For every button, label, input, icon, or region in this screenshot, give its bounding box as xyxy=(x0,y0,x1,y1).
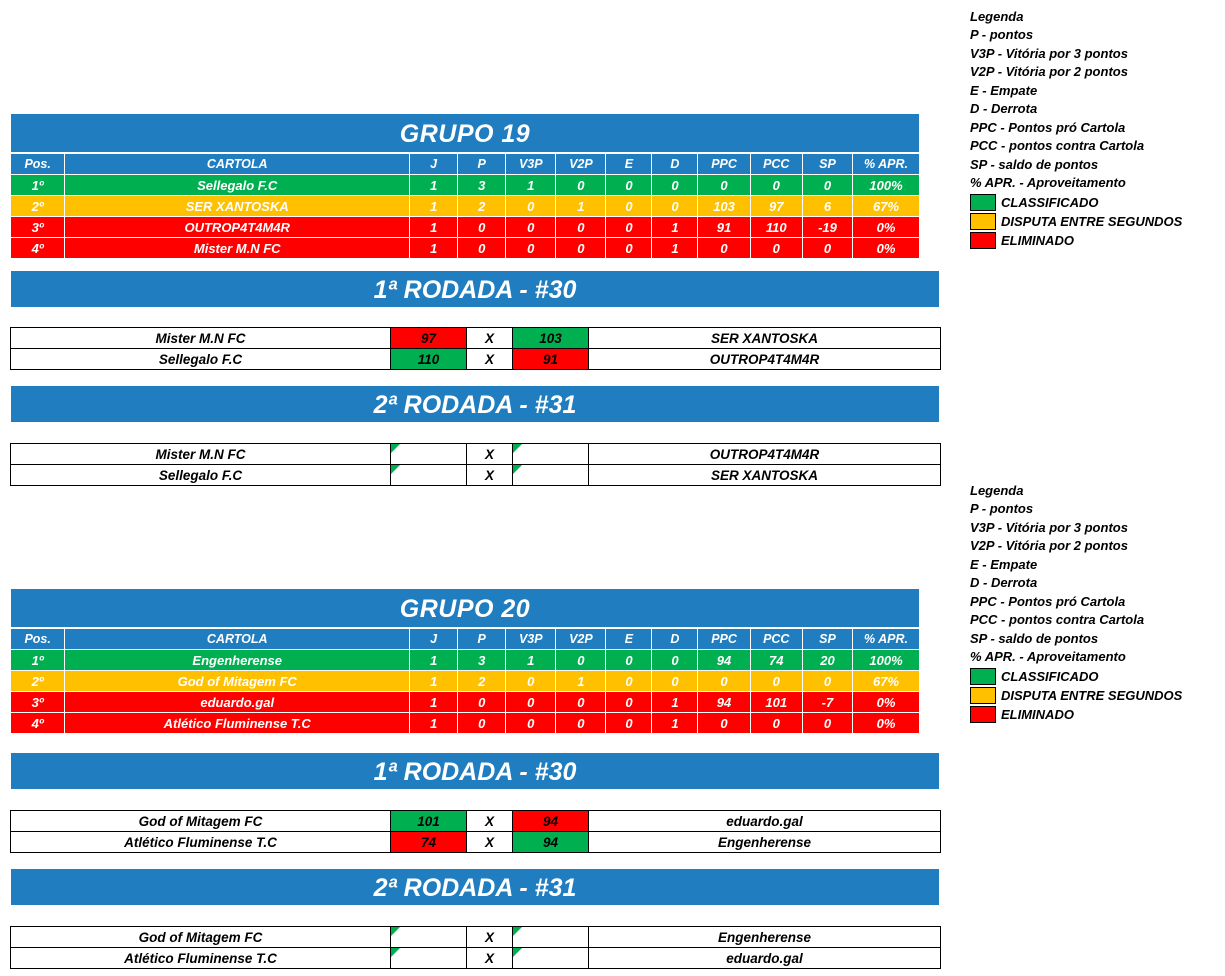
cell-p: 0 xyxy=(458,692,506,713)
match-vs: X xyxy=(467,328,513,349)
match-away-team: Engenherense xyxy=(589,832,941,853)
cell-cartola: Engenherense xyxy=(65,650,410,671)
table-row xyxy=(11,217,920,238)
legend-line-v3p: V3P - Vitória por 3 pontos xyxy=(970,519,1128,535)
cell-v2p: 0 xyxy=(556,238,606,259)
cell-sp: 0 xyxy=(802,175,852,196)
legend-title: Legenda xyxy=(970,9,1024,24)
col-sp: SP xyxy=(802,154,852,175)
match-home-team: Sellegalo F.C xyxy=(11,465,391,486)
col-v2p: V2P xyxy=(556,629,606,650)
cell-pcc: 0 xyxy=(750,175,802,196)
cell-sp: 0 xyxy=(802,238,852,259)
match-away-team: SER XANTOSKA xyxy=(589,328,941,349)
col-v3p: V3P xyxy=(506,629,556,650)
cell-d: 0 xyxy=(652,671,698,692)
col-e: E xyxy=(606,154,652,175)
cell-p: 3 xyxy=(458,175,506,196)
cell-p: 0 xyxy=(458,713,506,734)
cell-j: 1 xyxy=(410,713,458,734)
match-vs: X xyxy=(467,927,513,948)
legend-line-v2p: V2P - Vitória por 2 pontos xyxy=(970,538,1128,553)
col-j: J xyxy=(410,629,458,650)
cell-j: 1 xyxy=(410,196,458,217)
group-19-title: GRUPO 19 xyxy=(10,113,920,153)
match-home-team: Mister M.N FC xyxy=(11,328,391,349)
match-row xyxy=(11,811,941,832)
legend-bottom xyxy=(970,482,1220,724)
match-home-team: Atlético Fluminense T.C xyxy=(11,832,391,853)
legend-line-apr: % APR. - Aproveitamento xyxy=(970,649,1126,664)
match-away-score: 91 xyxy=(513,349,589,370)
group-20-title: GRUPO 20 xyxy=(10,588,920,628)
legend-swatch-classificado xyxy=(970,667,1220,686)
match-home-team: Sellegalo F.C xyxy=(11,349,391,370)
col-pos: Pos. xyxy=(11,154,65,175)
match-away-team: OUTROP4T4M4R xyxy=(589,444,941,465)
table-row xyxy=(11,671,920,692)
swatch-yellow-icon xyxy=(970,213,996,230)
match-away-score xyxy=(513,948,589,969)
group-19-round-2-banner: 2ª RODADA - #31 xyxy=(10,385,940,423)
standings-header-row xyxy=(11,629,920,650)
cell-e: 0 xyxy=(606,671,652,692)
col-p: P xyxy=(458,154,506,175)
cell-j: 1 xyxy=(410,217,458,238)
cell-pcc: 101 xyxy=(750,692,802,713)
legend-line-p: P - pontos xyxy=(970,501,1034,516)
legend-line-ppc: PPC - Pontos pró Cartola xyxy=(970,593,1126,609)
cell-d: 0 xyxy=(652,650,698,671)
match-row xyxy=(11,948,941,969)
match-home-score xyxy=(391,465,467,486)
cell-apr: 0% xyxy=(853,692,920,713)
cell-v3p: 0 xyxy=(506,196,556,217)
swatch-yellow-icon xyxy=(970,687,996,704)
cell-pos: 3º xyxy=(11,692,65,713)
cell-v3p: 1 xyxy=(506,650,556,671)
legend-line-d: D - Derrota xyxy=(970,101,1038,116)
cell-pos: 3º xyxy=(11,217,65,238)
cell-cartola: eduardo.gal xyxy=(65,692,410,713)
cell-sp: 0 xyxy=(802,671,852,692)
group-20-standings-table xyxy=(10,628,920,734)
cell-apr: 0% xyxy=(853,238,920,259)
cell-pcc: 74 xyxy=(750,650,802,671)
cell-e: 0 xyxy=(606,650,652,671)
cell-pcc: 0 xyxy=(750,713,802,734)
legend-swatch-label: ELIMINADO xyxy=(1001,232,1074,248)
table-row xyxy=(11,175,920,196)
legend-swatch-disputa xyxy=(970,686,1220,705)
cell-p: 0 xyxy=(458,217,506,238)
match-away-team: SER XANTOSKA xyxy=(589,465,941,486)
cell-e: 0 xyxy=(606,238,652,259)
cell-ppc: 94 xyxy=(698,692,750,713)
group-19-block xyxy=(10,113,920,259)
group-20-round-1-banner: 1ª RODADA - #30 xyxy=(10,752,940,790)
match-away-score: 94 xyxy=(513,832,589,853)
match-home-score: 101 xyxy=(391,811,467,832)
cell-v2p: 0 xyxy=(556,175,606,196)
legend-line-apr: % APR. - Aproveitamento xyxy=(970,175,1126,190)
col-pcc: PCC xyxy=(750,154,802,175)
cell-cartola: Atlético Fluminense T.C xyxy=(65,713,410,734)
cell-d: 1 xyxy=(652,238,698,259)
cell-v3p: 1 xyxy=(506,175,556,196)
cell-v3p: 0 xyxy=(506,671,556,692)
standings-header-row xyxy=(11,154,920,175)
table-row xyxy=(11,196,920,217)
cell-ppc: 0 xyxy=(698,713,750,734)
match-home-team: God of Mitagem FC xyxy=(11,811,391,832)
group-20-round-2-banner: 2ª RODADA - #31 xyxy=(10,868,940,906)
cell-pcc: 0 xyxy=(750,671,802,692)
cell-d: 1 xyxy=(652,713,698,734)
match-row xyxy=(11,328,941,349)
match-home-score: 97 xyxy=(391,328,467,349)
group-19-round-1-matches xyxy=(10,327,941,370)
match-away-team: Engenherense xyxy=(589,927,941,948)
legend-line-pcc: PCC - pontos contra Cartola xyxy=(970,612,1145,627)
cell-p: 0 xyxy=(458,238,506,259)
cell-v2p: 0 xyxy=(556,692,606,713)
cell-sp: -19 xyxy=(802,217,852,238)
group-19-standings-table xyxy=(10,153,920,259)
cell-sp: 6 xyxy=(802,196,852,217)
col-p: P xyxy=(458,629,506,650)
match-home-team: Atlético Fluminense T.C xyxy=(11,948,391,969)
legend-line-ppc: PPC - Pontos pró Cartola xyxy=(970,119,1126,135)
legend-swatch-label: CLASSIFICADO xyxy=(1001,668,1099,684)
cell-v3p: 0 xyxy=(506,713,556,734)
legend-line-pcc: PCC - pontos contra Cartola xyxy=(970,138,1145,153)
cell-apr: 67% xyxy=(853,196,920,217)
legend-line-v3p: V3P - Vitória por 3 pontos xyxy=(970,45,1128,61)
legend-swatch-eliminado xyxy=(970,705,1220,724)
group-20-round-2-matches xyxy=(10,926,941,969)
match-away-score: 94 xyxy=(513,811,589,832)
legend-swatch-label: CLASSIFICADO xyxy=(1001,194,1099,210)
match-home-score: 110 xyxy=(391,349,467,370)
legend-line-e: E - Empate xyxy=(970,556,1038,572)
match-away-team: OUTROP4T4M4R xyxy=(589,349,941,370)
col-d: D xyxy=(652,154,698,175)
cell-ppc: 0 xyxy=(698,238,750,259)
cell-ppc: 94 xyxy=(698,650,750,671)
cell-p: 3 xyxy=(458,650,506,671)
col-cartola: CARTOLA xyxy=(65,154,410,175)
legend-swatch-label: DISPUTA ENTRE SEGUNDOS xyxy=(1001,213,1183,229)
cell-d: 0 xyxy=(652,175,698,196)
cell-d: 1 xyxy=(652,217,698,238)
col-sp: SP xyxy=(802,629,852,650)
match-home-team: Mister M.N FC xyxy=(11,444,391,465)
cell-d: 1 xyxy=(652,692,698,713)
group-19-round-1-banner: 1ª RODADA - #30 xyxy=(10,270,940,308)
match-vs: X xyxy=(467,948,513,969)
match-away-score: 103 xyxy=(513,328,589,349)
cell-j: 1 xyxy=(410,175,458,196)
legend-swatch-classificado xyxy=(970,193,1220,212)
legend-swatch-label: DISPUTA ENTRE SEGUNDOS xyxy=(1001,687,1183,703)
match-home-score xyxy=(391,927,467,948)
cell-j: 1 xyxy=(410,238,458,259)
table-row xyxy=(11,713,920,734)
col-ppc: PPC xyxy=(698,629,750,650)
cell-v2p: 0 xyxy=(556,217,606,238)
cell-ppc: 103 xyxy=(698,196,750,217)
cell-j: 1 xyxy=(410,650,458,671)
match-row xyxy=(11,444,941,465)
cell-v3p: 0 xyxy=(506,238,556,259)
cell-pcc: 97 xyxy=(750,196,802,217)
table-row xyxy=(11,692,920,713)
cell-pos: 1º xyxy=(11,175,65,196)
table-row xyxy=(11,650,920,671)
cell-sp: -7 xyxy=(802,692,852,713)
cell-cartola: SER XANTOSKA xyxy=(65,196,410,217)
col-pcc: PCC xyxy=(750,629,802,650)
cell-v2p: 0 xyxy=(556,713,606,734)
swatch-red-icon xyxy=(970,232,996,249)
cell-e: 0 xyxy=(606,713,652,734)
cell-v3p: 0 xyxy=(506,692,556,713)
col-pos: Pos. xyxy=(11,629,65,650)
match-away-score xyxy=(513,927,589,948)
match-vs: X xyxy=(467,832,513,853)
match-vs: X xyxy=(467,444,513,465)
col-cartola: CARTOLA xyxy=(65,629,410,650)
cell-pcc: 110 xyxy=(750,217,802,238)
legend-title: Legenda xyxy=(970,483,1024,498)
cell-apr: 100% xyxy=(853,175,920,196)
cell-v2p: 0 xyxy=(556,650,606,671)
cell-p: 2 xyxy=(458,671,506,692)
col-v2p: V2P xyxy=(556,154,606,175)
match-away-score xyxy=(513,444,589,465)
legend-line-sp: SP - saldo de pontos xyxy=(970,156,1099,172)
col-j: J xyxy=(410,154,458,175)
match-away-score xyxy=(513,465,589,486)
legend-swatch-disputa xyxy=(970,212,1220,231)
cell-e: 0 xyxy=(606,217,652,238)
col-apr: % APR. xyxy=(853,629,920,650)
match-away-team: eduardo.gal xyxy=(589,811,941,832)
cell-cartola: God of Mitagem FC xyxy=(65,671,410,692)
cell-apr: 0% xyxy=(853,217,920,238)
match-vs: X xyxy=(467,349,513,370)
legend-line-v2p: V2P - Vitória por 2 pontos xyxy=(970,64,1128,79)
cell-cartola: OUTROP4T4M4R xyxy=(65,217,410,238)
cell-v2p: 1 xyxy=(556,196,606,217)
cell-cartola: Mister M.N FC xyxy=(65,238,410,259)
swatch-red-icon xyxy=(970,706,996,723)
cell-d: 0 xyxy=(652,196,698,217)
cell-v3p: 0 xyxy=(506,217,556,238)
col-v3p: V3P xyxy=(506,154,556,175)
group-20-round-1-matches xyxy=(10,810,941,853)
cell-sp: 20 xyxy=(802,650,852,671)
col-ppc: PPC xyxy=(698,154,750,175)
match-home-team: God of Mitagem FC xyxy=(11,927,391,948)
cell-pcc: 0 xyxy=(750,238,802,259)
cell-cartola: Sellegalo F.C xyxy=(65,175,410,196)
match-away-team: eduardo.gal xyxy=(589,948,941,969)
cell-e: 0 xyxy=(606,196,652,217)
cell-e: 0 xyxy=(606,692,652,713)
cell-ppc: 91 xyxy=(698,217,750,238)
cell-ppc: 0 xyxy=(698,671,750,692)
cell-pos: 4º xyxy=(11,238,65,259)
match-vs: X xyxy=(467,465,513,486)
match-row xyxy=(11,927,941,948)
legend-line-p: P - pontos xyxy=(970,27,1034,42)
match-row xyxy=(11,832,941,853)
cell-j: 1 xyxy=(410,671,458,692)
cell-pos: 2º xyxy=(11,196,65,217)
col-apr: % APR. xyxy=(853,154,920,175)
cell-pos: 1º xyxy=(11,650,65,671)
match-home-score xyxy=(391,948,467,969)
table-row xyxy=(11,238,920,259)
legend-line-sp: SP - saldo de pontos xyxy=(970,630,1099,646)
match-vs: X xyxy=(467,811,513,832)
swatch-green-icon xyxy=(970,194,996,211)
cell-apr: 67% xyxy=(853,671,920,692)
match-home-score: 74 xyxy=(391,832,467,853)
swatch-green-icon xyxy=(970,668,996,685)
cell-v2p: 1 xyxy=(556,671,606,692)
cell-j: 1 xyxy=(410,692,458,713)
group-19-round-2-matches xyxy=(10,443,941,486)
match-row xyxy=(11,349,941,370)
col-e: E xyxy=(606,629,652,650)
col-d: D xyxy=(652,629,698,650)
legend-line-d: D - Derrota xyxy=(970,575,1038,590)
match-row xyxy=(11,465,941,486)
cell-p: 2 xyxy=(458,196,506,217)
cell-ppc: 0 xyxy=(698,175,750,196)
cell-apr: 0% xyxy=(853,713,920,734)
match-home-score xyxy=(391,444,467,465)
legend-line-e: E - Empate xyxy=(970,82,1038,98)
cell-apr: 100% xyxy=(853,650,920,671)
cell-pos: 2º xyxy=(11,671,65,692)
cell-e: 0 xyxy=(606,175,652,196)
cell-sp: 0 xyxy=(802,713,852,734)
group-20-block xyxy=(10,588,920,734)
legend-top xyxy=(970,8,1220,250)
legend-swatch-label: ELIMINADO xyxy=(1001,706,1074,722)
legend-swatch-eliminado xyxy=(970,231,1220,250)
cell-pos: 4º xyxy=(11,713,65,734)
